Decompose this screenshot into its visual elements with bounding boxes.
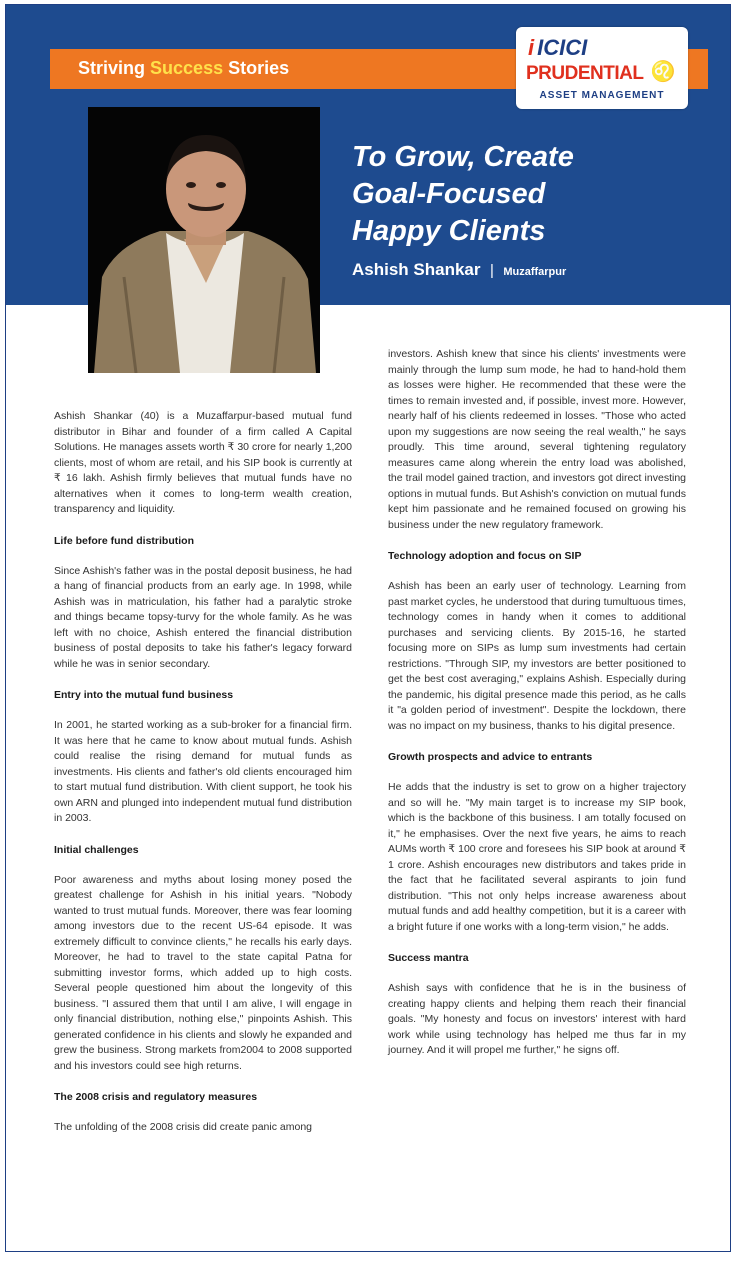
headline-line-2: Goal-Focused	[352, 178, 546, 210]
section-heading-entry: Entry into the mutual fund business	[54, 689, 234, 701]
section-heading-success-mantra: Success mantra	[388, 952, 469, 964]
logo-tagline: ASSET MANAGEMENT	[539, 90, 665, 101]
section-heading-technology: Technology adoption and focus on SIP	[388, 550, 582, 562]
byline	[352, 260, 566, 280]
byline-name: Ashish Shankar	[352, 260, 481, 279]
paragraph-2008-crisis-start: The unfolding of the 2008 crisis did create panic among	[54, 1121, 312, 1133]
headline-line-3: Happy Clients	[352, 215, 546, 247]
header-banner	[6, 5, 730, 305]
paragraph-success-mantra: Ashish says with confidence that he is in the business of creating happy clients and helping them reach their financial goals. "My honesty and focus on investors' interest with hard work while using technology has helped me thus far in my journey. And it will propel me further," he signs off.	[388, 982, 686, 1056]
series-word-2: Success	[150, 58, 224, 78]
logo-brand-subline: PRUDENTIAL	[526, 63, 644, 84]
company-logo	[516, 27, 688, 109]
portrait-photo	[88, 107, 320, 373]
paragraph-life-before: Since Ashish's father was in the postal deposit business, he had a hang of financial products from an early age. In 1998, while Ashish was in matriculation, his father had a paralytic stroke and things became topsy-turvy for the whole family. As he was left with no choice, Ashish entered the financial distribution business of postal deposits to take his father's legacy forward while he was in senior secondary.	[54, 564, 352, 670]
paragraph-initial-challenges: Poor awareness and myths about losing money posed the greatest challenge for Ashish in his initial years. "Nobody wanted to trust mutual funds. Moreover, there was fear looming among investors due to the recent US-64 episode. It was extremely difficult to convince clients," he recalls his early days. Moreover, he had to travel to the state capital Patna for submitting investor forms, which added up to high costs. Several people questioned him about the longevity of this business. "I assured them that until I am alive, I will engage in only financial distribution, nothing else," pinpoints Ashish. This generated confidence in his clients and slowly he expanded and grew the business. Strong markets from2004 to 2008 supported and his investors could see high returns.	[54, 873, 352, 1072]
byline-separator: |	[489, 262, 494, 279]
paragraph-technology: Ashish has been an early user of technology. Learning from past market cycles, he understood that during tumultuous times, technology comes in handy when it comes to additional purchases and servicing clients. By 2015-16, he started focusing more on SIPs as lump sum investments had certain restrictions. "Through SIP, my investors are better positioned to get the best cost averaging," explains Ashish. Especially during the pandemic, his digital presence made this period, as he calls it "a golden period of investment". Despite the lockdown, there was no impact on my business, thanks to his digital presence.	[388, 580, 686, 732]
portrait-illustration	[88, 107, 320, 373]
paragraph-entry: In 2001, he started working as a sub-broker for a financial firm. It was here that he came to know about mutual funds. Ashish could realise the rising demand for mutual funds as investments. His clients and father's old clients encouraged him to start mutual fund distribution. With client support, he took his own ARN and plunged into independent mutual fund distribution in 2003.	[54, 719, 352, 824]
byline-location: Muzaffarpur	[503, 266, 567, 278]
paragraph-growth: He adds that the industry is set to grow on a higher trajectory and so will he. "My main target is to increase my SIP book, which is the backbone of this business. I am totally focused on it," he emphasises. Over the next five years, he aims to reach AUMs worth ₹ 100 crore and foresees his SIP book at around ₹ 1 crore. Ashish encourages new distributors and takes pride in the fact that he facilitated several aspirants to join fund distribution. "This not only helps increase awareness about mutual funds and add healthy competition, but it is a career with a bright future if one works with a long-term vision," he adds.	[388, 781, 686, 933]
section-heading-life-before: Life before fund distribution	[54, 534, 194, 547]
series-title	[78, 58, 289, 79]
paragraph-2008-crisis-continued: investors. Ashish knew that since his clients' investments were mainly through the lump sum mode, he had to hand-hold them as losses were higher. He recommended that these were the times to remain invested and, if possible, invest more. However, nearly half of his clients redeemed in losses. "Those who acted upon my suggestions are now seeing the real wealth," he says proudly. This time around, several tightening regulatory measures came along wherein the entry load was abolished, the trail model gained traction, and investors got direct investing options in mutual funds. But Ashish's conviction on mutual funds kept him passionate and he remained focused on growing his business under the new regulatory framework.	[388, 348, 686, 531]
section-heading-initial-challenges: Initial challenges	[54, 843, 139, 856]
logo-mark-icon: i	[528, 35, 535, 60]
series-word-3: Stories	[228, 58, 290, 78]
section-heading-growth: Growth prospects and advice to entrants	[388, 751, 593, 763]
headline-line-1: To Grow, Create	[352, 141, 574, 173]
logo-brand-text: ICICI	[537, 35, 588, 60]
intro-paragraph: Ashish Shankar (40) is a Muzaffarpur-based mutual fund distributor in Bihar and founder of a firm called A Capital Solutions. He manages assets worth ₹ 30 crore for nearly 1,200 clients, most of whom are retail, and his SIP book is currently at ₹ 16 lakh. Ashish firmly believes that mutual funds have no alternatives when it comes to long-term wealth creation, transparency and liquidity.	[54, 410, 352, 515]
left-column	[54, 409, 352, 1136]
lion-mascot-icon: ♌	[650, 61, 676, 83]
series-word-1: Striving	[78, 58, 146, 78]
article-headline	[352, 139, 682, 250]
section-heading-2008-crisis: The 2008 crisis and regulatory measures	[54, 1091, 258, 1103]
right-column	[388, 347, 686, 1059]
article-page	[5, 4, 731, 1252]
logo-brand-line	[528, 35, 587, 61]
